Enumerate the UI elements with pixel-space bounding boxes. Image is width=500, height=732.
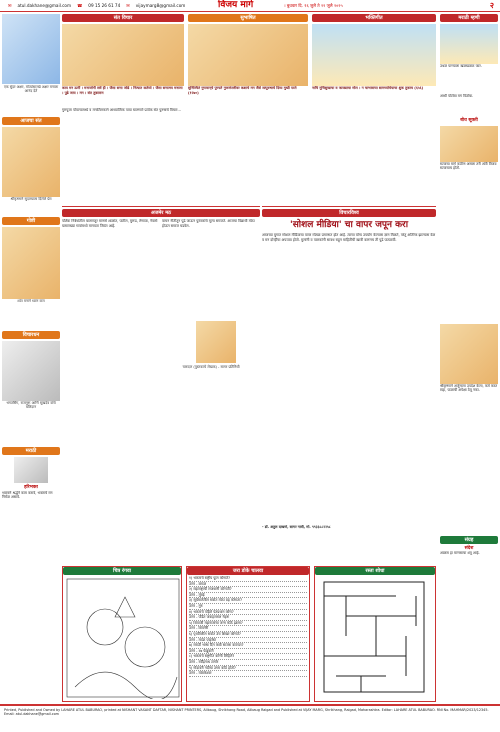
footer: Printed, Published and Owned by LAHARE ATUL BABURAO, printed at NISHANT VASANT DAFTAR, NISHANT PRINTERS, Alibaug, Shrikhang Road, Alibaug Raigad and Published at VIJAY MARG, Shrikhang, Raigad, Maharashtra. Editor: LAHARE ATUL BABURAO. RNI No. MAHMAR/2023/12345. Email: atul.dakhane@gmail.com bbox=[0, 704, 500, 732]
quiz-item-9: उत्तर - शिवनेरी bbox=[189, 626, 307, 632]
quiz-box bbox=[186, 566, 310, 702]
section-marathi: मराठी bbox=[2, 447, 60, 455]
quote-2: सुनिश्चितं गुणवान्‌चे पुण्यते गुणसंपत्तीवर कशाचे मन जैसे सत्पुरुषाचे दिव्य मुखी परते (१२७०) bbox=[188, 86, 297, 95]
mhani-2: आधी पोटोबा मग विठोबा. bbox=[440, 94, 474, 98]
caption-4: भगतसिंग, राजगुरू आणि सुखदेव यांचे बलिदान bbox=[6, 401, 56, 410]
sampadak-text: श्रीकृष्णाने अर्जुनाला उपदेश केला, कर्म करत राहा, फळाची अपेक्षा ठेवू नका. bbox=[440, 383, 498, 393]
email-icon: ✉ bbox=[8, 2, 12, 8]
quiz-item-11: उत्तर - माउंट एव्हरेस्ट bbox=[189, 638, 307, 644]
coloring-box bbox=[62, 566, 182, 702]
feature-author: चारुदत्त (पुस्तकाचे लेखक) - सागर प्रतिनिधी bbox=[182, 365, 240, 369]
right-column bbox=[440, 14, 498, 702]
top-prose: गुरुपूजा पोवल्यामध्ये व मनातिलकाने आध्यात्मिक पाया घालणारे प्रत्येक संत पुरुषाचे विचार... bbox=[62, 108, 181, 112]
quiz-item-17: उत्तर - त्र्यंबकेश्वर bbox=[189, 671, 307, 677]
issue-date: । बुधवार दि. १६ जुलै ते २२ जुलै २०२५ bbox=[284, 3, 343, 8]
headline: 'सोशल मीडिया' चा वापर जपून करा bbox=[289, 220, 409, 230]
header-email[interactable]: atul.dakhane@gmail.com bbox=[17, 2, 72, 8]
section-sant-vichar: संत विचार bbox=[62, 14, 184, 22]
section-ajbhu: आजचा संत bbox=[2, 117, 60, 125]
section-janmal: जरा डोके चालवा bbox=[187, 567, 309, 575]
saint-portrait bbox=[14, 457, 48, 483]
section-marathi-mhani: मराठी म्हणी bbox=[440, 14, 498, 22]
sampadak-image bbox=[440, 324, 498, 384]
section-raste: रस्ता शोधा bbox=[315, 567, 435, 575]
maze-box bbox=[314, 566, 436, 702]
caption-2: श्रीकृष्णाने सुदाम्याला दिलेले प्रेम bbox=[10, 197, 52, 201]
right-feature-body: आजच्या युगात सोशल मीडियाचा वापर मोठ्या प्रमाणात होत आहे. त्याचा योग्य उपयोग केल्यास ज्ञान मिळते, परंतु अतिरेक झाल्यास वेळ व मन दोन्हींचा अपव्यय होतो. मुलांनी व पालकांनी सावध राहून माहितीची खात्री करूनच ती पुढे पाठवावी. bbox=[262, 233, 436, 242]
caption-3: शांत मनाने ध्यान करा bbox=[17, 299, 45, 303]
sanskar-text: सत्याचा मार्ग कठीण असला तरी अंती विजय सत्याचाच होतो. bbox=[440, 161, 497, 171]
bodh-title: संदेश bbox=[464, 545, 474, 551]
phone-icon: ☎ bbox=[77, 2, 83, 8]
quote-1: काय मन ऊर्मी । मनाजोगी सर्वे ही । जैसा सत्ता जोडे । नित्यात कर्तव्ये । जैसा सत्तामय मनाला । पुढे जाय । मन । संत तुकाराम bbox=[62, 86, 183, 95]
quiz-list bbox=[187, 575, 309, 678]
bodh-text: आळस हा माणसाचा शत्रू आहे. bbox=[440, 551, 480, 556]
quiz-item-16: ९) गोदावरी नदीचा उगम कोठे होतो? bbox=[189, 666, 307, 672]
section-chitra-rang: चित्र रंगवा bbox=[63, 567, 181, 575]
bhaktigeet-image bbox=[312, 24, 436, 86]
quiz-item-15: उत्तर - रवींद्रनाथ टागोर bbox=[189, 660, 307, 666]
section-sangrah: संग्रह bbox=[440, 536, 498, 544]
quiz-item-0: १) भारताचे राष्ट्रीय फूल कोणते? bbox=[189, 576, 307, 582]
author-photo bbox=[196, 321, 236, 363]
quiz-item-5: उत्तर - गुरु bbox=[189, 604, 307, 610]
quiz-item-2: २) महाराष्ट्राची राजधानी कोणती? bbox=[189, 587, 307, 593]
section-goshti: गोष्टी bbox=[2, 217, 60, 225]
quiz-item-12: ७) मराठी भाषा दिन कधी साजरा करतात? bbox=[189, 643, 307, 649]
quiz-item-1: उत्तर - कमळ bbox=[189, 582, 307, 588]
email-icon-2: ✉ bbox=[126, 2, 130, 8]
freedom-fighters-image bbox=[2, 341, 60, 401]
right-feature bbox=[262, 206, 436, 562]
center-feature bbox=[62, 206, 260, 562]
quiz-item-14: ८) भारताचे राष्ट्रगीत कोणी लिहिले? bbox=[189, 654, 307, 660]
quiz-item-13: उत्तर - २७ फेब्रुवारी bbox=[189, 649, 307, 655]
right-section-label: विचारविश्व bbox=[262, 209, 436, 217]
krishna-image bbox=[2, 127, 60, 197]
shiva-image bbox=[2, 14, 60, 84]
section-bhaktigeet: भक्तिगीत bbox=[312, 14, 436, 22]
right-feature-byline: - डॉ. अतुल दाखणे, सागर गावी, मो. ९९३३८८२२५८ bbox=[262, 525, 331, 530]
buddha-image bbox=[2, 227, 60, 299]
quiz-item-4: ३) सूर्यमालेतील सर्वात मोठा ग्रह कोणता? bbox=[189, 598, 307, 604]
masthead-logo: विजय मार्ग bbox=[218, 0, 254, 10]
maze-drawing[interactable] bbox=[316, 576, 434, 700]
vichar-text: भक्ताने श्रद्धेने काम करावे, भक्ताचे मन निर्मळ असावे. bbox=[2, 490, 53, 500]
section-subhashit: सुभाषित bbox=[188, 14, 308, 22]
header-phone[interactable]: 09 15 26 61 74 bbox=[88, 2, 121, 8]
header-email-2[interactable]: vijaymarg8@gmail.com bbox=[135, 2, 186, 8]
mhani-image bbox=[440, 24, 498, 64]
sant-tukaram-image bbox=[62, 24, 184, 86]
quote-3: नाचि मुचिसुखाचा व फायद्याचा मोल । न चाभावाचा सामर्थ्याचेयाचा शुक तुकाच (६५६) bbox=[312, 86, 424, 90]
quiz-item-8: ५) शिवाजी महाराजांचा जन्म कोठे झाला? bbox=[189, 621, 307, 627]
left-column bbox=[2, 14, 60, 702]
top-strip bbox=[62, 14, 436, 134]
feature-body-1: पर्शिक निर्बंधांतील बालमजूर माणसे शाळांत, पाटील, मुरूड, लेणाळ, नेवासे यासारख्या गावांमध्ये मानवता जिवंत आहे. bbox=[62, 219, 158, 228]
sanskar-image bbox=[440, 126, 498, 162]
subhashit-image bbox=[188, 24, 308, 86]
quiz-item-7: उत्तर - पंडित जवाहरलाल नेहरू bbox=[189, 615, 307, 621]
quiz-item-3: उत्तर - मुंबई bbox=[189, 593, 307, 599]
feature-section-label: अजमेर मठ bbox=[62, 209, 260, 217]
feature-body-2: वाचन नीतीतून पुढे जाऊन पुस्तकांचे मूल्य समजते. आजचा विद्यार्थी मोठा होऊन समाज घडवेल. bbox=[162, 219, 255, 228]
caption-1: एक सुंदर अक्षर, मोत्यांसारखे अक्षर मनाला आनंद देते bbox=[3, 85, 59, 94]
section-vicharak: विचारधन bbox=[2, 331, 60, 339]
coloring-drawing[interactable] bbox=[65, 577, 181, 699]
mhani-1: उथळ पाण्याला खळखळाट फार. bbox=[440, 64, 482, 68]
sanskar-title: बोध सूक्ती bbox=[460, 118, 478, 123]
quiz-item-10: ६) पृथ्वीवरील सर्वात उंच शिखर कोणते? bbox=[189, 632, 307, 638]
vichar-title: हरिभक्त bbox=[24, 485, 38, 490]
page-number: २ bbox=[489, 1, 494, 10]
quiz-item-6: ४) भारताचे पहिले पंतप्रधान कोण? bbox=[189, 610, 307, 616]
